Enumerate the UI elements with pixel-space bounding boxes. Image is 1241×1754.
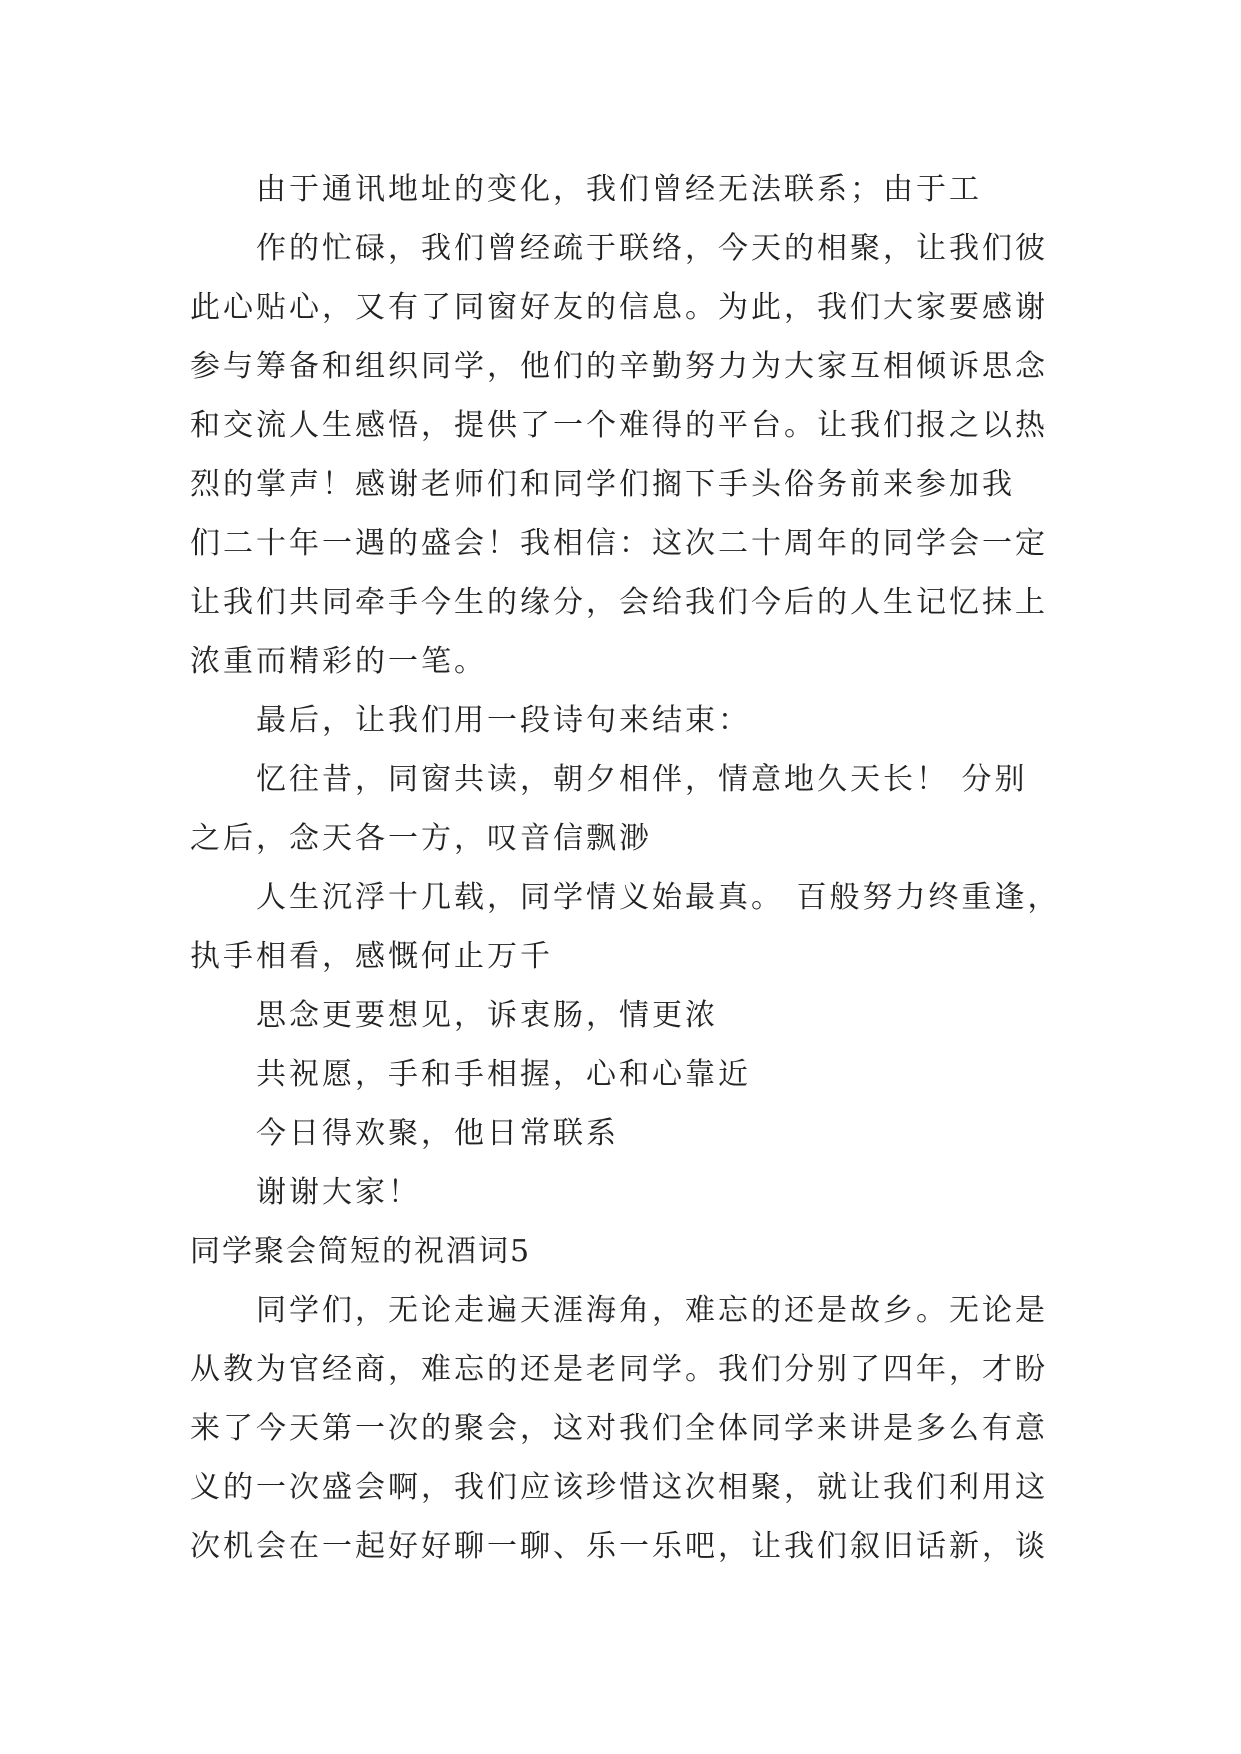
text-line: 忆往昔，同窗共读，朝夕相伴，情意地久天长！ 分别	[256, 762, 1028, 797]
text-line: 今日得欢聚，他日常联系	[256, 1116, 619, 1151]
text-line: 浓重而精彩的一笔。	[190, 644, 487, 679]
text-line: 最后，让我们用一段诗句来结束：	[256, 703, 751, 738]
text-line: 从教为官经商，难忘的还是老同学。我们分别了四年，才盼	[190, 1352, 1048, 1387]
text-line: 作的忙碌，我们曾经疏于联络，今天的相聚，让我们彼	[256, 231, 1048, 266]
text-line: 次机会在一起好好聊一聊、乐一乐吧，让我们叙旧话新，谈	[190, 1529, 1048, 1564]
document-body	[190, 160, 1060, 1576]
text-line: 烈的掌声！感谢老师们和同学们搁下手头俗务前来参加我	[190, 467, 1015, 502]
section-title: 同学聚会简短的祝酒词5	[190, 1234, 532, 1269]
text-line: 谢谢大家！	[256, 1175, 421, 1210]
text-line: 由于通讯地址的变化，我们曾经无法联系；由于工	[256, 172, 982, 207]
text-line: 共祝愿，手和手相握，心和心靠近	[256, 1057, 751, 1092]
text-line: 此心贴心，又有了同窗好友的信息。为此，我们大家要感谢	[190, 290, 1048, 325]
text-line: 参与筹备和组织同学，他们的辛勤努力为大家互相倾诉思念	[190, 349, 1048, 384]
text-line: 同学们，无论走遍天涯海角，难忘的还是故乡。无论是	[256, 1293, 1048, 1328]
text-line: 人生沉浮十几载，同学情义始最真。 百般努力终重逢，	[256, 880, 1061, 915]
text-line: 思念更要想见，诉衷肠，情更浓	[256, 998, 718, 1033]
text-line: 和交流人生感悟，提供了一个难得的平台。让我们报之以热	[190, 408, 1048, 443]
text-line: 之后，念天各一方，叹音信飘渺	[190, 821, 652, 856]
text-line: 来了今天第一次的聚会，这对我们全体同学来讲是多么有意	[190, 1411, 1048, 1446]
text-line: 让我们共同牵手今生的缘分，会给我们今后的人生记忆抹上	[190, 585, 1048, 620]
text-line: 执手相看，感慨何止万千	[190, 939, 553, 974]
text-line: 们二十年一遇的盛会！我相信：这次二十周年的同学会一定	[190, 526, 1048, 561]
text-line: 义的一次盛会啊，我们应该珍惜这次相聚，就让我们利用这	[190, 1470, 1048, 1505]
